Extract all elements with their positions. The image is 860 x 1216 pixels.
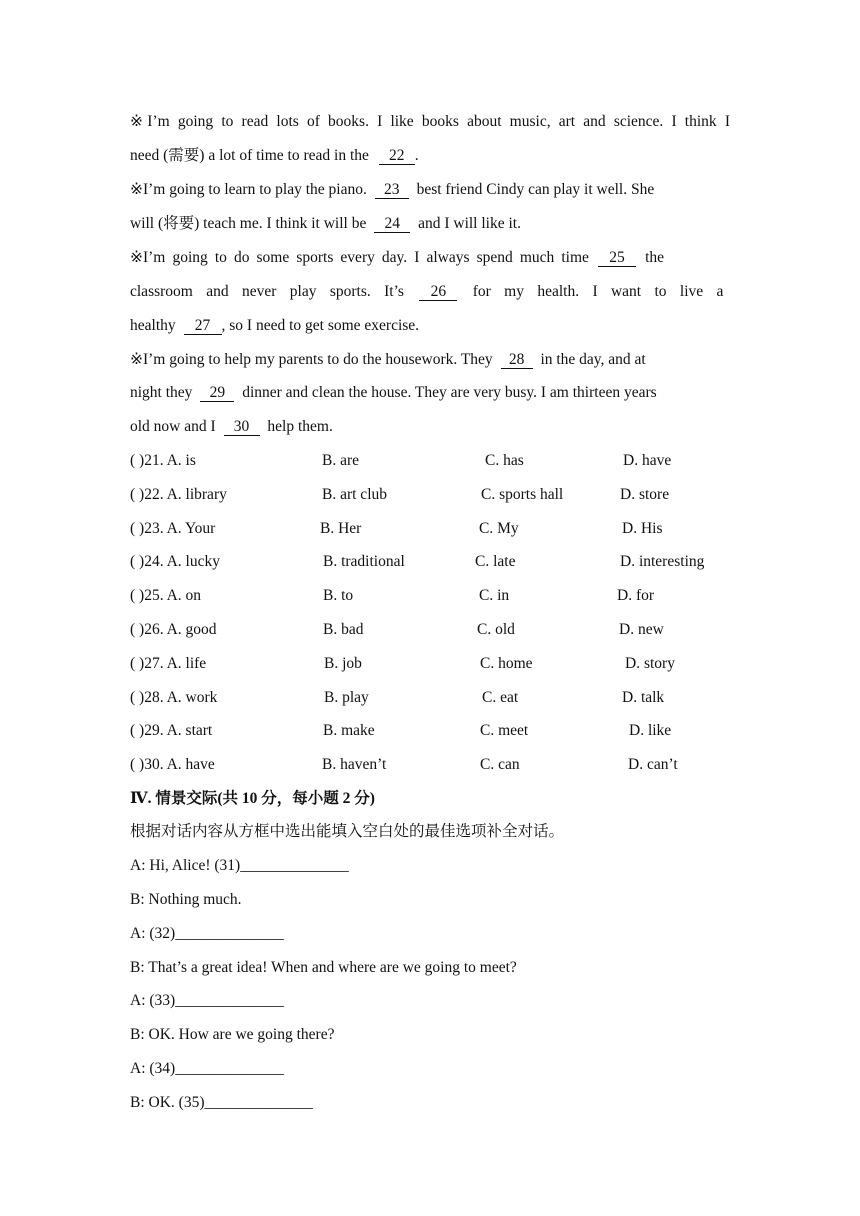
dialogue-line: A: (33)______________	[130, 992, 284, 1009]
dialogue-line: A: Hi, Alice! (31)______________	[130, 857, 349, 874]
dialogue-line: A: (32)______________	[130, 925, 284, 942]
blank-28: 28	[501, 351, 533, 369]
option-d: D. store	[620, 486, 670, 503]
passage-line	[130, 282, 730, 302]
passage-line	[130, 180, 730, 200]
passage-text: night they	[130, 384, 193, 401]
passage-text: .	[414, 147, 419, 164]
option-d: D. new	[619, 621, 664, 638]
option-d: D. for	[617, 587, 655, 604]
passage-line	[130, 350, 730, 370]
blank-29: 29	[200, 384, 234, 402]
section-heading: Ⅳ. 情景交际(共 10 分，每小题 2 分)	[130, 790, 375, 807]
passage-line	[130, 417, 730, 437]
option-d: D. have	[623, 452, 672, 469]
passage-text: for my health. I want to live a	[472, 283, 724, 300]
blank-22: 22	[379, 147, 415, 165]
option-d: D. story	[625, 655, 675, 672]
option-d: D. can’t	[628, 756, 678, 773]
option-b: B. traditional	[323, 553, 405, 570]
passage-line	[130, 383, 730, 403]
passage-text: dinner and clean the house. They are very busy. I am thirteen years	[242, 384, 657, 401]
option-b: B. art club	[322, 486, 387, 503]
passage-text: help them.	[267, 418, 333, 435]
blank-25: 25	[598, 249, 636, 267]
passage-text: ※I’m going to do some sports every day. I always spend much time	[130, 249, 589, 266]
option-d: D. talk	[622, 689, 665, 706]
option-c: C. My	[479, 520, 519, 537]
blank-26: 26	[419, 283, 457, 301]
option-b: B. haven’t	[322, 756, 387, 773]
passage-text: classroom and never play sports. It’s	[130, 283, 404, 300]
dialogue-line: B: That’s a great idea! When and where are we going to meet?	[130, 959, 517, 976]
dialogue-line: B: OK. How are we going there?	[130, 1026, 335, 1043]
question-stem: ( )27. A. life	[130, 655, 207, 672]
dialogue-line: A: (34)______________	[130, 1060, 284, 1077]
option-b: B. make	[323, 722, 375, 739]
question-stem: ( )23. A. Your	[130, 520, 216, 537]
question-stem: ( )25. A. on	[130, 587, 202, 604]
option-d: D. interesting	[620, 553, 705, 570]
option-c: C. sports hall	[481, 486, 564, 503]
option-c: C. can	[480, 756, 520, 773]
dialogue-line: B: Nothing much.	[130, 891, 242, 908]
option-c: C. home	[480, 655, 533, 672]
question-stem: ( )26. A. good	[130, 621, 217, 638]
passage-text: in the day, and at	[540, 351, 646, 368]
option-b: B. to	[323, 587, 354, 604]
passage-text: will (将要) teach me. I think it will be	[130, 215, 367, 232]
question-stem: ( )21. A. is	[130, 452, 196, 469]
passage-text: , so I need to get some exercise.	[221, 317, 420, 334]
passage-text: the	[645, 249, 664, 266]
option-d: D. like	[629, 722, 672, 739]
passage-line	[130, 248, 730, 268]
option-b: B. Her	[320, 520, 362, 537]
blank-23: 23	[375, 181, 409, 199]
option-c: C. eat	[482, 689, 519, 706]
passage-text: and I will like it.	[418, 215, 521, 232]
option-c: C. in	[479, 587, 510, 604]
passage-text: ※I’m going to learn to play the piano.	[130, 181, 367, 198]
passage-text: best friend Cindy can play it well. She	[416, 181, 655, 198]
passage-line	[130, 214, 730, 234]
blank-24: 24	[374, 215, 410, 233]
question-stem: ( )22. A. library	[130, 486, 227, 503]
passage-line	[130, 146, 730, 166]
option-d: D. His	[622, 520, 663, 537]
blank-30: 30	[224, 418, 260, 436]
passage-text: old now and I	[130, 418, 216, 435]
option-c: C. meet	[480, 722, 529, 739]
section-instruction: 根据对话内容从方框中选出能填入空白处的最佳选项补全对话。	[130, 823, 565, 840]
option-b: B. bad	[323, 621, 364, 638]
question-stem: ( )29. A. start	[130, 722, 213, 739]
question-stem: ( )30. A. have	[130, 756, 215, 773]
dialogue-line: B: OK. (35)______________	[130, 1094, 313, 1111]
option-b: B. job	[324, 655, 362, 672]
question-stem: ( )24. A. lucky	[130, 553, 220, 570]
passage-line	[130, 316, 730, 336]
passage-text: need (需要) a lot of time to read in the	[130, 147, 369, 164]
option-c: C. old	[477, 621, 515, 638]
option-c: C. has	[485, 452, 524, 469]
passage-text: healthy	[130, 317, 176, 334]
passage-text: ※I’m going to help my parents to do the housework. They	[130, 351, 493, 368]
question-stem: ( )28. A. work	[130, 689, 218, 706]
option-b: B. play	[324, 689, 369, 706]
option-b: B. are	[322, 452, 360, 469]
passage-line: ※I’m going to read lots of books. I like books about music, art and science. I think I	[130, 113, 730, 130]
option-c: C. late	[475, 553, 516, 570]
blank-27: 27	[184, 317, 222, 335]
